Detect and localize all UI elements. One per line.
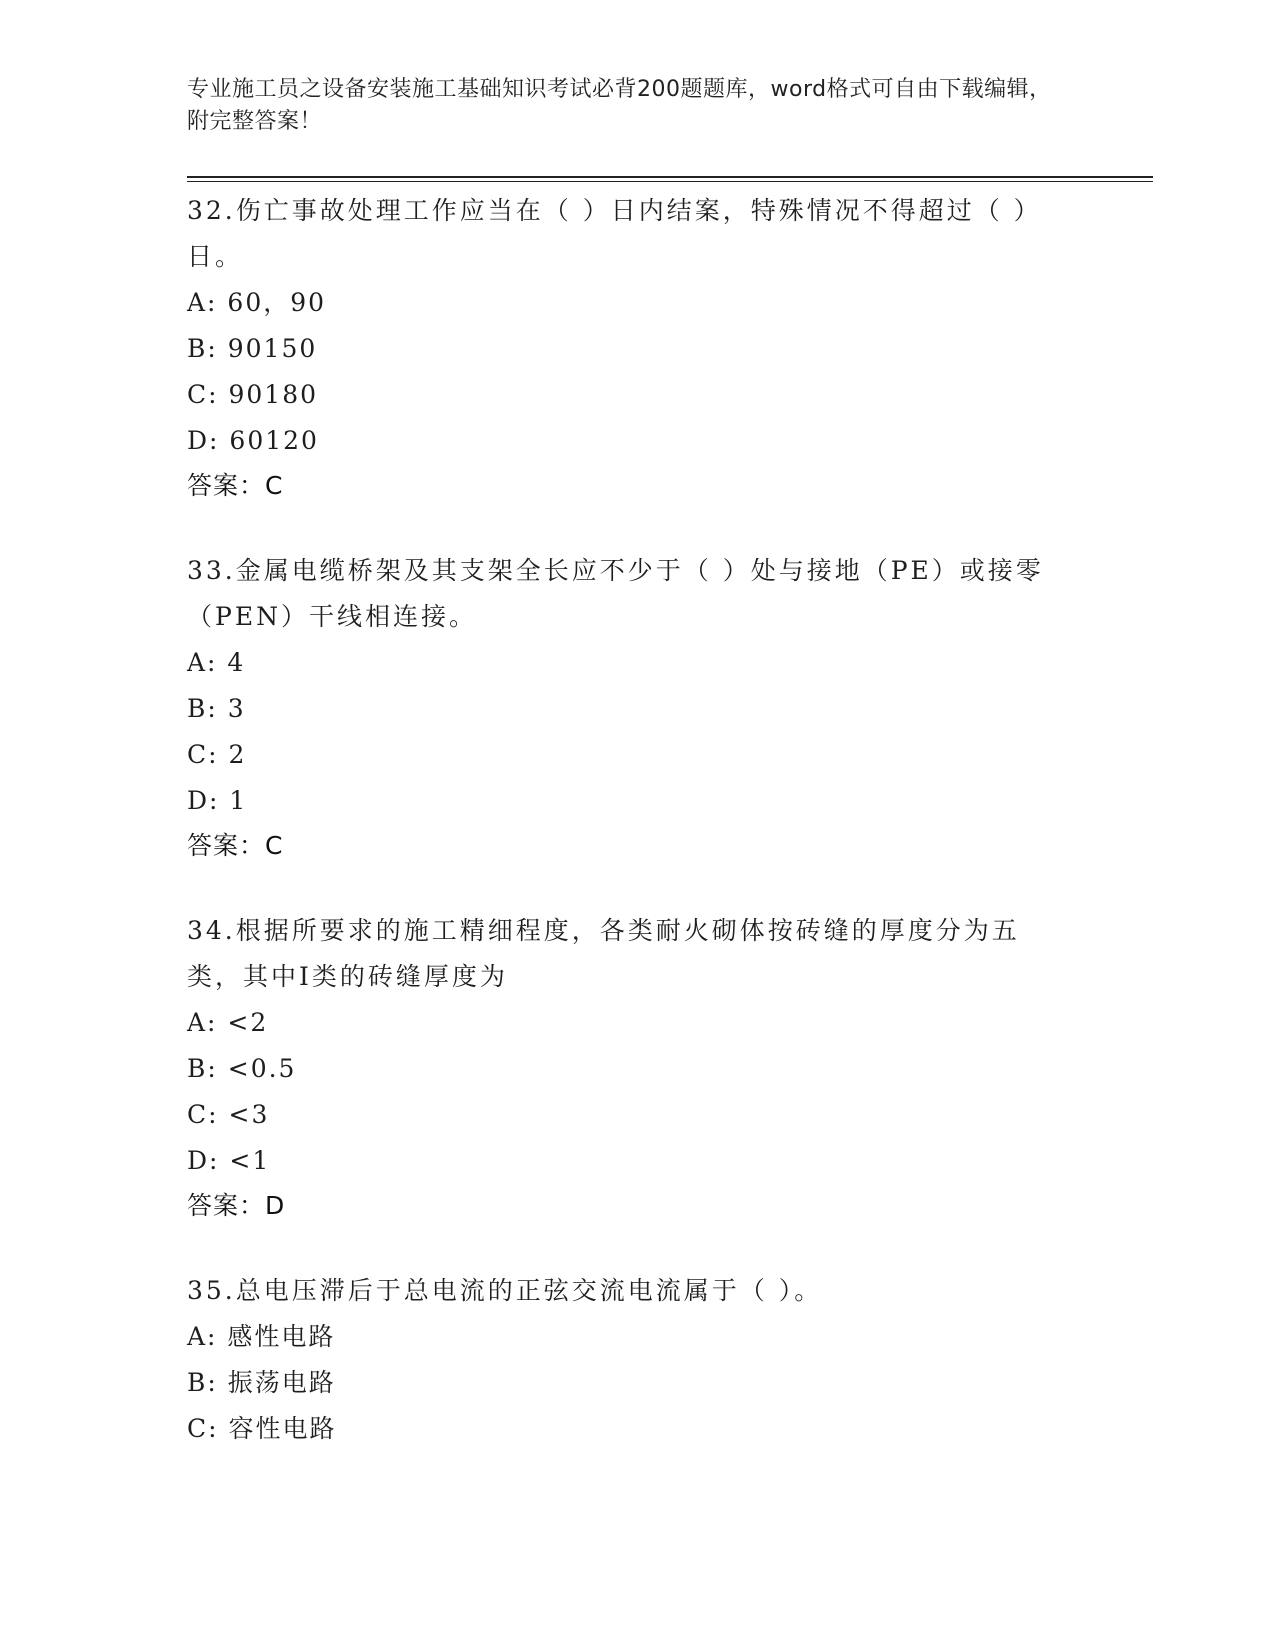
question-32 (187, 188, 1147, 508)
option-a: A: <2 (187, 1008, 269, 1037)
option-a: A: 4 (187, 648, 246, 677)
option-a: A: 60，90 (187, 288, 327, 317)
answer-line: 答案：C (187, 471, 284, 500)
option-d: D: 1 (187, 786, 248, 815)
document-header: 专业施工员之设备安装施工基础知识考试必背200题题库，word格式可自由下载编辑，附完整答案！ (187, 77, 1052, 134)
option-d: D: <1 (187, 1146, 271, 1175)
option-d: D: 60120 (187, 426, 319, 455)
question-stem: 33.金属电缆桥架及其支架全长应不少于（ ）处与接地（PE）或接零（PEN）干线相连接。 (187, 556, 1044, 631)
question-stem: 32.伤亡事故处理工作应当在（ ）日内结案，特殊情况不得超过（ ）日。 (187, 196, 1042, 271)
question-34 (187, 908, 1147, 1228)
answer-line: 答案：D (187, 1191, 286, 1220)
answer-line: 答案：C (187, 831, 284, 860)
option-c: C: 容性电路 (187, 1414, 337, 1443)
option-b: B: 3 (187, 694, 246, 723)
option-b: B: 90150 (187, 334, 318, 363)
option-c: C: 90180 (187, 380, 319, 409)
question-stem: 34.根据所要求的施工精细程度，各类耐火砌体按砖缝的厚度分为五类，其中Ⅰ类的砖缝厚度为 (187, 916, 1020, 991)
question-35 (187, 1268, 1147, 1452)
option-b: B: 振荡电路 (187, 1368, 336, 1397)
option-a: A: 感性电路 (187, 1322, 336, 1351)
question-33 (187, 548, 1147, 868)
question-stem: 35.总电压滞后于总电流的正弦交流电流属于（ ）。 (187, 1276, 823, 1305)
option-c: C: 2 (187, 740, 247, 769)
option-c: C: <3 (187, 1100, 270, 1129)
header-divider (187, 176, 1153, 182)
question-list (187, 188, 1147, 1492)
option-b: B: <0.5 (187, 1054, 297, 1083)
